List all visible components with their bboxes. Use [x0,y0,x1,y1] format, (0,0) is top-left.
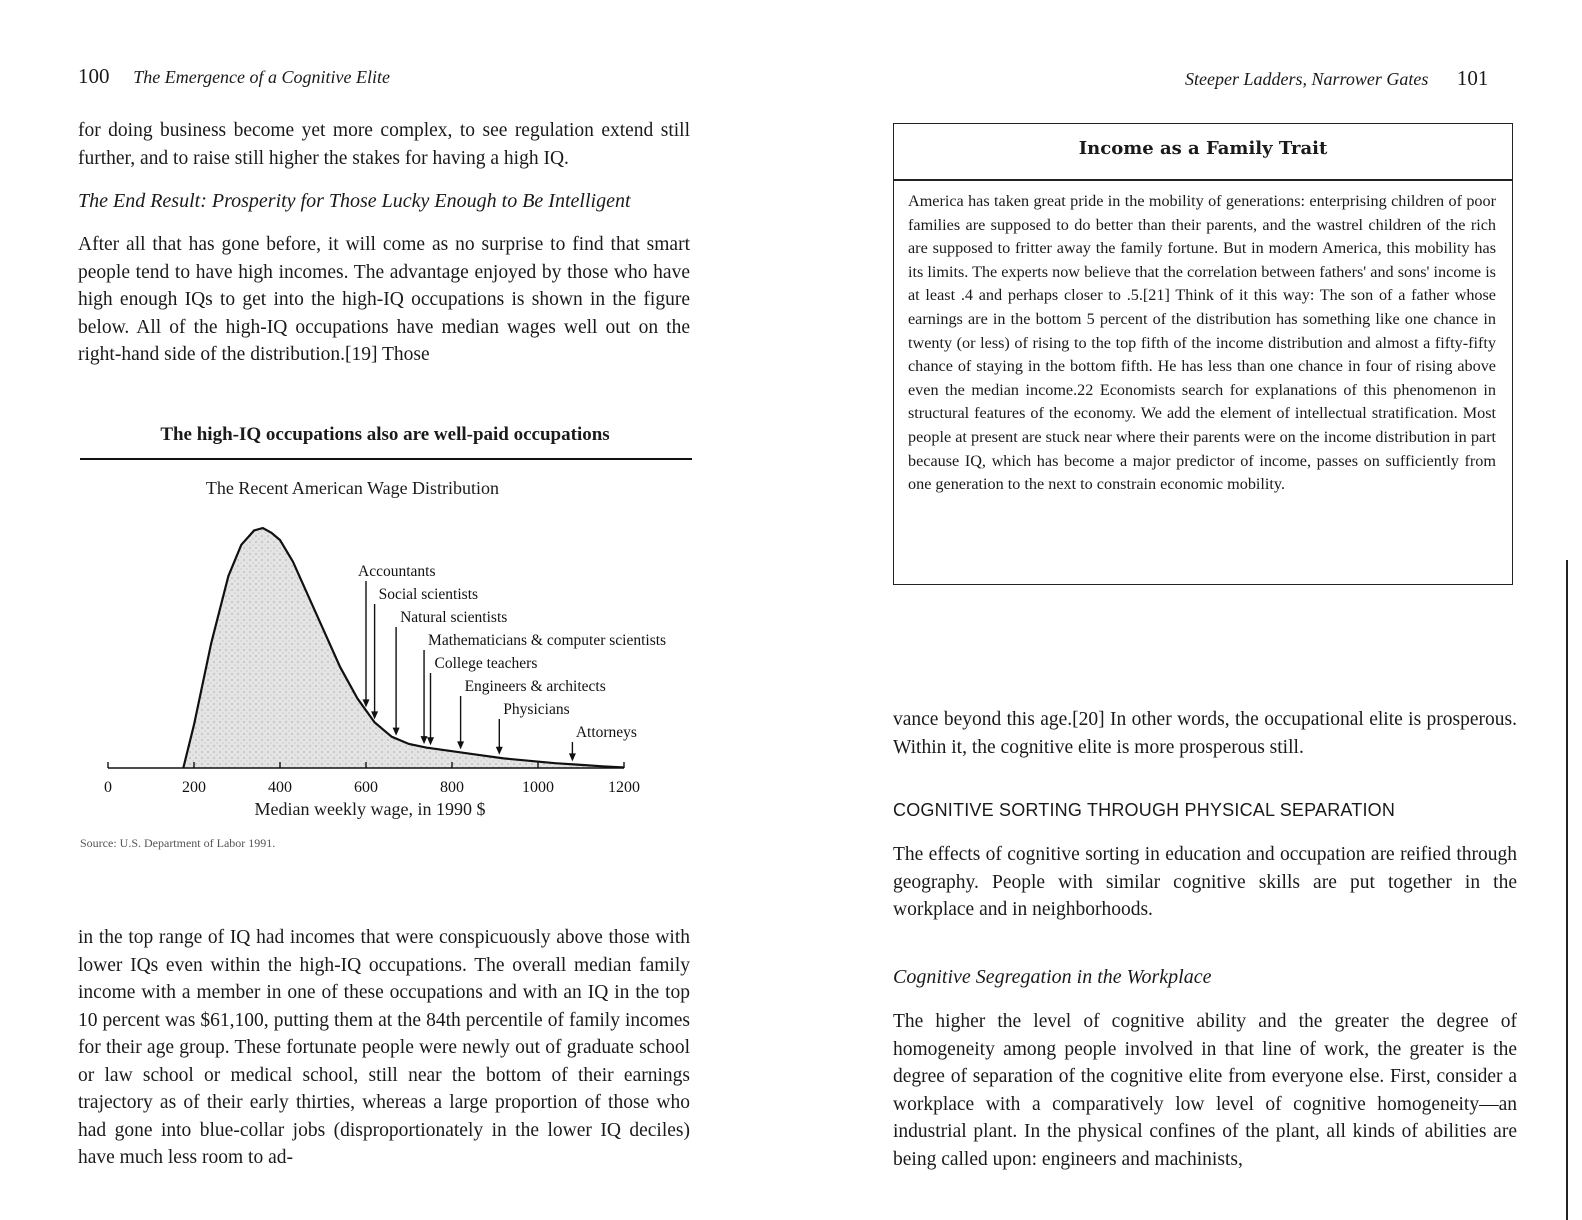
marker-arrow-icon [496,747,503,755]
page-edge-line [1566,560,1568,1220]
marker-arrow-icon [421,736,428,744]
right-running-head-title: Steeper Ladders, Narrower Gates [1185,69,1429,89]
x-tick-label: 600 [354,779,378,796]
right-running-head [1185,66,1488,91]
left-running-head [78,64,390,89]
left-page-number: 100 [78,64,110,88]
right-paragraph-2: The effects of cognitive sorting in education and occupation are reified through geography. People with similar cognitive skills are put together in the workplace and in neighborhoods. [893,844,1517,920]
x-tick-label: 0 [104,779,112,796]
marker-label: Social scientists [378,586,479,603]
occupation-marker [496,701,570,755]
x-tick-label: 800 [440,779,464,796]
right-paragraph-1: vance beyond this age.[20] In other words, the occupational elite is prosperous. Within it, the cognitive elite is more prosperous still. [893,709,1517,758]
marker-label: Natural scientists [400,609,508,626]
chart-x-axis-label: Median weekly wage, in 1990 $ [254,799,486,819]
left-page [0,0,790,1220]
right-subheading: Cognitive Segregation in the Workplace [893,966,1212,988]
marker-arrow-icon [569,753,576,761]
occupation-marker [569,724,637,761]
left-subheading: The End Result: Prosperity for Those Lucky Enough to Be Intelligent [78,190,631,212]
x-tick-label: 1200 [608,779,640,796]
marker-label: Physicians [503,701,570,718]
right-page-number: 101 [1456,66,1489,90]
section-heading: COGNITIVE SORTING THROUGH PHYSICAL SEPARATION [893,800,1396,820]
x-tick-label: 1000 [522,779,554,796]
marker-label: Engineers & architects [464,678,606,695]
sidebar-box-rule [894,179,1512,181]
right-paragraph-3: The higher the level of cognitive ability and the greater the degree of homogeneity among people involved in that line of work, the greater is the degree of separation of the cognitive elite from everyone else. First, consider a workplace with a comparatively low level of cognitive homogeneity—an industrial plant. In the physical confines of the plant, all kinds of abilities are being called upon: engineers and machinists, [893,1011,1517,1170]
marker-label: Attorneys [575,724,637,741]
x-tick-label: 400 [268,779,292,796]
left-running-head-title: The Emergence of a Cognitive Elite [133,67,391,87]
chart-title: The high-IQ occupations also are well-paid occupations [160,424,610,445]
marker-label: Mathematicians & computer scientists [428,632,667,649]
sidebar-box-text: America has taken great pride in the mobility of generations: enterprising children of poor families are supposed to do better than their parents, and the wastrel children of the rich are supposed to fritter away the family fortune. But in modern America, this mobility has its limits. The experts now believe that the correlation between fathers' and sons' income is at least .4 and perhaps closer to .5.[21] Think of it this way: The son of a father whose earnings are in the bottom 5 percent of the distribution has something like one chance in twenty (or less) of rising to the top fifth of the income distribution and almost a fifty-fifty chance of staying in the bottom fifth. He has less than one chance in four of rising above even the median income.22 Economists search for explanations of this phenomenon in structural features of the economy. We add the element of intellectual stratification. Most people at present are stuck near where their parents were on the income distribution in part because IQ, which has become a major predictor of income, passes on sufficiently from one generation to the next to constrain economic mobility. [908,192,1496,494]
marker-label: Accountants [358,563,436,580]
left-paragraph-1: for doing business become yet more complex, to see regulation extend still further, and to raise still higher the stakes for having a high IQ. [78,120,690,169]
chart-subtitle: The Recent American Wage Distribution [205,478,500,498]
marker-label: College teachers [434,655,538,672]
chart-title-rule [80,458,692,460]
x-tick-label: 200 [182,779,206,796]
wage-distribution-chart [80,510,700,800]
marker-arrow-icon [427,737,434,745]
sidebar-box-title: Income as a Family Trait [1078,138,1328,159]
sidebar-box [893,123,1513,585]
left-paragraph-3: in the top range of IQ had incomes that were conspicuously above those with lower IQs even within the high-IQ occupations. The overall median family income with a member in one of these occupations and with an IQ in the top 10 percent was $61,100, putting them at the 84th percentile of family incomes for their age group. These fortunate people were newly out of graduate school or law school or medical school, still near the bottom of their earnings trajectory as of their early thirties, whereas a large proportion of those who had gone into blue-collar jobs (disproportionately in the lower IQ deciles) have much less room to ad- [78,927,690,1168]
marker-arrow-icon [457,741,464,749]
left-paragraph-2: After all that has gone before, it will come as no surprise to find that smart people tend to have high incomes. The advantage enjoyed by those who have high enough IQs to get into the high-IQ occupations is shown in the figure below. All of the high-IQ occupations have median wages well out on the right-hand side of the distribution.[19] Those [78,234,690,365]
chart-source: Source: U.S. Department of Labor 1991. [80,836,276,850]
marker-arrow-icon [393,728,400,736]
occupation-marker [393,609,508,736]
